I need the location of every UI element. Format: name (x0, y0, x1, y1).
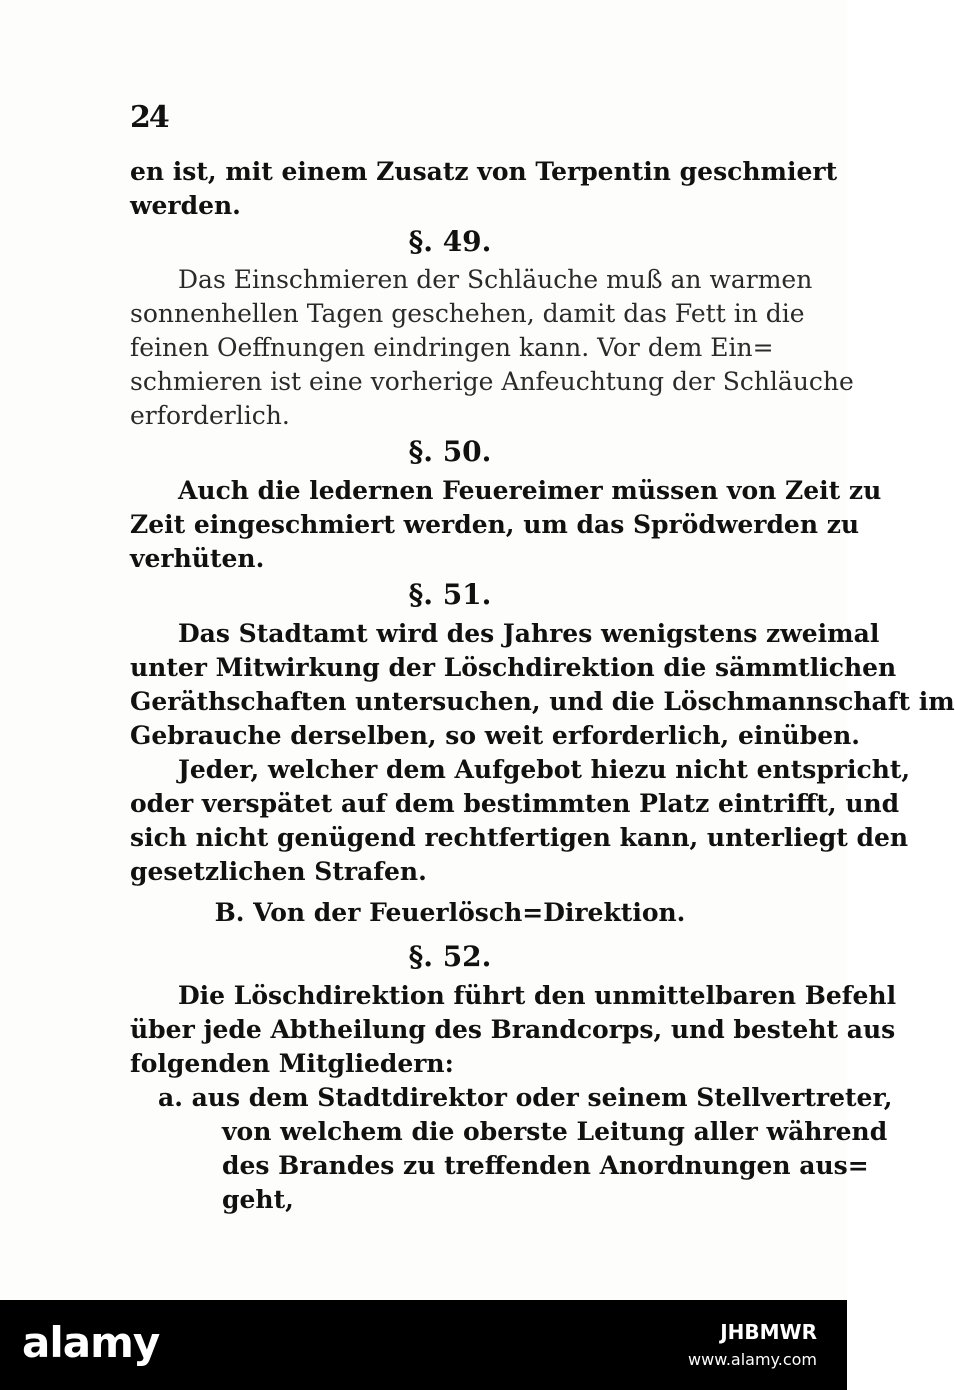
text-line: oder verspätet auf dem bestimmten Platz eintrifft, und (130, 789, 900, 818)
text-line: Gebrauche derselben, so weit erforderlich, einüben. (130, 721, 860, 750)
alamy-logo: alamy (22, 1318, 160, 1367)
paragraph-number-51: §. 51. (408, 578, 492, 611)
text-line: Geräthschaften untersuchen, und die Löschmannschaft im (130, 687, 955, 716)
text-line: verhüten. (130, 544, 265, 573)
text-line: Die Löschdirektion führt den unmittelbaren Befehl (178, 981, 897, 1010)
list-item-a: a. aus dem Stadtdirektor oder seinem Stellvertreter, (158, 1083, 893, 1112)
text-line: Zeit eingeschmiert werden, um das Sprödwerden zu (130, 510, 860, 539)
text-line: folgenden Mitgliedern: (130, 1049, 454, 1078)
text-line: Jeder, welcher dem Aufgebot hiezu nicht entspricht, (178, 755, 911, 784)
text-line: feinen Oeffnungen eindringen kann. Vor dem Ein= (130, 333, 774, 362)
text-line: en ist, mit einem Zusatz von Terpentin geschmiert (130, 157, 838, 186)
text-line: geht, (222, 1185, 294, 1214)
text-line: Das Einschmieren der Schläuche muß an warmen (178, 265, 813, 294)
text-line: gesetzlichen Strafen. (130, 857, 427, 886)
section-heading: B. Von der Feuerlösch=Direktion. (214, 898, 686, 927)
text-line: sich nicht genügend rechtfertigen kann, unterliegt den (130, 823, 909, 852)
text-line: von welchem die oberste Leitung aller während (222, 1117, 888, 1146)
text-line: sonnenhellen Tagen geschehen, damit das Fett in die (130, 299, 805, 328)
text-line: des Brandes zu treffenden Anordnungen aus= (222, 1151, 869, 1180)
page-number: 24 (130, 100, 168, 135)
paragraph-number-52: §. 52. (408, 940, 492, 973)
text-line: schmieren ist eine vorherige Anfeuchtung der Schläuche (130, 367, 854, 396)
text-line: Das Stadtamt wird des Jahres wenigstens zweimal (178, 619, 880, 648)
text-line: werden. (130, 191, 241, 220)
image-id: JHBMWR (720, 1320, 817, 1344)
text-line: unter Mitwirkung der Löschdirektion die sämmtlichen (130, 653, 897, 682)
footer-url: www.alamy.com (688, 1350, 817, 1369)
paragraph-number-49: §. 49. (408, 225, 492, 258)
text-line: Auch die ledernen Feuereimer müssen von Zeit zu (178, 476, 882, 505)
text-line: über jede Abtheilung des Brandcorps, und besteht aus (130, 1015, 896, 1044)
paragraph-number-50: §. 50. (408, 435, 492, 468)
text-line: erforderlich. (130, 401, 290, 430)
